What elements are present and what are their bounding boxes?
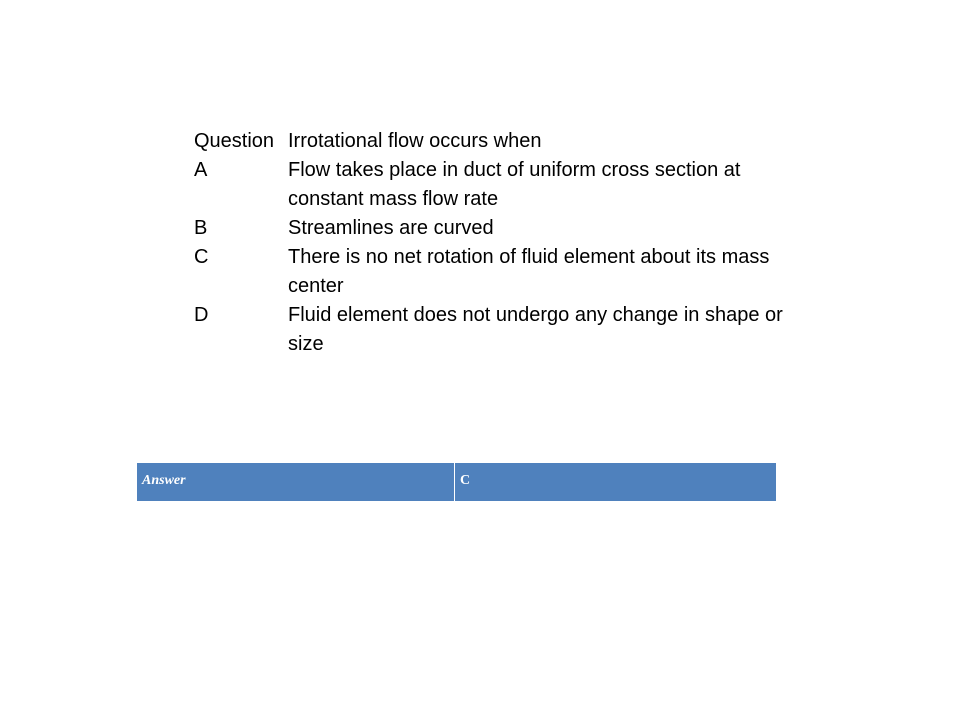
- option-a-text: Flow takes place in duct of uniform cross section at constant mass flow rate: [288, 159, 741, 210]
- option-d-label: D: [194, 304, 209, 326]
- question-block: [194, 127, 794, 359]
- question-text: Irrotational flow occurs when: [288, 130, 542, 152]
- option-a-label: A: [194, 159, 208, 181]
- question-row: [194, 127, 794, 156]
- question-label: Question: [194, 130, 275, 152]
- option-b-text: Streamlines are curved: [288, 217, 494, 239]
- option-b-row: [194, 214, 794, 243]
- option-b-label: B: [194, 217, 208, 239]
- option-c-label: C: [194, 246, 209, 268]
- answer-table: [137, 463, 776, 501]
- option-d-text: Fluid element does not undergo any change in shape or size: [288, 304, 783, 355]
- option-c-row: [194, 243, 794, 301]
- option-c-text: There is no net rotation of fluid element about its mass center: [288, 246, 770, 297]
- answer-value: C: [460, 473, 471, 488]
- answer-label: Answer: [137, 463, 455, 501]
- option-d-row: [194, 301, 794, 359]
- option-a-row: [194, 156, 794, 214]
